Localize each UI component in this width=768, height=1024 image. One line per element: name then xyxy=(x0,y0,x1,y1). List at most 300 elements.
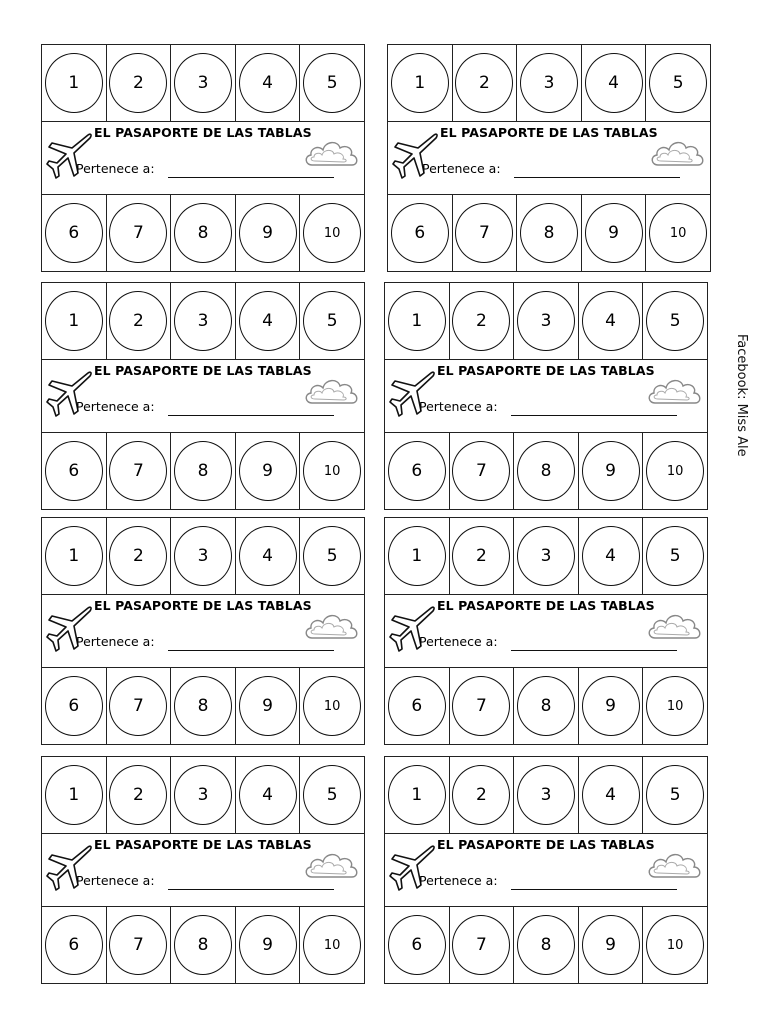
top-number-row xyxy=(385,518,707,595)
number-cell xyxy=(300,45,364,121)
number-label: 6 xyxy=(411,461,423,481)
number-label: 6 xyxy=(68,461,80,481)
number-label: 7 xyxy=(132,696,144,716)
number-circle xyxy=(452,526,510,586)
number-circle xyxy=(303,291,361,351)
number-cell xyxy=(42,195,107,271)
number-label: 4 xyxy=(605,311,616,331)
number-label: 5 xyxy=(669,311,681,331)
number-cell xyxy=(514,757,579,833)
number-circle xyxy=(174,676,232,736)
number-cell xyxy=(42,283,107,359)
passport-card xyxy=(384,756,708,984)
number-cell xyxy=(42,668,107,744)
number-cell xyxy=(579,283,644,359)
number-label: 6 xyxy=(68,223,80,243)
number-label: 10 xyxy=(323,225,341,241)
number-cell xyxy=(450,668,515,744)
number-cell xyxy=(42,45,107,121)
number-cell xyxy=(300,757,364,833)
number-label: 8 xyxy=(197,696,209,716)
number-cell xyxy=(42,907,107,983)
number-cell xyxy=(579,518,644,594)
number-label: 7 xyxy=(475,935,487,955)
number-circle xyxy=(303,441,361,501)
number-label: 6 xyxy=(411,696,423,716)
number-cell xyxy=(517,45,582,121)
number-circle xyxy=(582,765,640,825)
owner-label: Pertenece a: xyxy=(419,634,498,649)
number-circle xyxy=(455,53,513,113)
cloud-icon xyxy=(645,373,703,407)
number-label: 8 xyxy=(197,223,209,243)
number-cell xyxy=(582,45,647,121)
number-cell xyxy=(107,283,172,359)
owner-label: Pertenece a: xyxy=(76,634,155,649)
number-circle xyxy=(239,526,297,586)
number-label: 3 xyxy=(543,73,555,93)
cloud-icon xyxy=(302,373,360,407)
number-circle xyxy=(239,441,297,501)
owner-name-line xyxy=(168,415,334,416)
number-label: 4 xyxy=(262,785,273,805)
passport-card xyxy=(41,517,365,745)
number-label: 2 xyxy=(132,73,144,93)
number-circle xyxy=(646,915,704,975)
number-circle xyxy=(239,291,297,351)
number-circle xyxy=(174,203,232,263)
number-circle xyxy=(303,53,361,113)
cloud-icon xyxy=(302,135,360,169)
top-number-row xyxy=(388,45,710,122)
number-cell xyxy=(171,195,236,271)
number-label: 7 xyxy=(475,696,487,716)
number-circle xyxy=(582,676,640,736)
number-circle xyxy=(517,441,575,501)
number-label: 5 xyxy=(672,73,684,93)
number-label: 1 xyxy=(68,785,80,805)
number-circle xyxy=(303,526,361,586)
number-cell xyxy=(236,907,301,983)
number-circle xyxy=(45,765,103,825)
passport-header xyxy=(42,833,364,909)
number-cell xyxy=(517,195,582,271)
number-cell xyxy=(385,907,450,983)
number-cell xyxy=(300,518,364,594)
number-cell xyxy=(236,668,301,744)
number-circle xyxy=(45,915,103,975)
number-cell xyxy=(450,518,515,594)
number-cell xyxy=(171,518,236,594)
number-circle xyxy=(174,765,232,825)
number-circle xyxy=(646,291,704,351)
number-label: 7 xyxy=(475,461,487,481)
owner-label: Pertenece a: xyxy=(419,399,498,414)
number-circle xyxy=(517,676,575,736)
passport-title: EL PASAPORTE DE LAS TABLAS xyxy=(94,363,312,378)
number-cell xyxy=(450,907,515,983)
number-cell xyxy=(236,757,301,833)
number-label: 5 xyxy=(669,546,681,566)
number-circle xyxy=(452,676,510,736)
number-circle xyxy=(582,915,640,975)
number-circle xyxy=(303,676,361,736)
number-circle xyxy=(174,441,232,501)
number-circle xyxy=(649,53,707,113)
number-label: 9 xyxy=(262,696,273,716)
passport-card xyxy=(41,756,365,984)
owner-name-line xyxy=(511,889,677,890)
number-label: 3 xyxy=(197,311,209,331)
owner-name-line xyxy=(168,889,334,890)
passport-header xyxy=(385,833,707,909)
number-circle xyxy=(582,526,640,586)
number-cell xyxy=(107,668,172,744)
number-label: 3 xyxy=(540,785,552,805)
number-circle xyxy=(109,53,167,113)
cloud-icon xyxy=(648,135,706,169)
number-cell xyxy=(236,518,301,594)
number-cell xyxy=(236,45,301,121)
passport-title: EL PASAPORTE DE LAS TABLAS xyxy=(437,837,655,852)
number-cell xyxy=(579,668,644,744)
bottom-number-row xyxy=(388,194,710,271)
number-cell xyxy=(171,907,236,983)
number-label: 4 xyxy=(605,785,616,805)
owner-label: Pertenece a: xyxy=(76,873,155,888)
passport-header xyxy=(42,359,364,435)
number-circle xyxy=(452,915,510,975)
number-cell xyxy=(514,668,579,744)
number-circle xyxy=(109,676,167,736)
number-label: 9 xyxy=(262,461,273,481)
top-number-row xyxy=(42,45,364,122)
number-cell xyxy=(42,518,107,594)
number-circle xyxy=(520,203,578,263)
number-circle xyxy=(109,765,167,825)
number-label: 2 xyxy=(475,311,487,331)
number-cell xyxy=(450,757,515,833)
number-cell xyxy=(643,668,707,744)
number-cell xyxy=(514,433,579,509)
number-circle xyxy=(45,203,103,263)
number-label: 1 xyxy=(411,311,423,331)
cloud-icon xyxy=(645,847,703,881)
bottom-number-row xyxy=(42,906,364,983)
cloud-icon xyxy=(645,608,703,642)
number-cell xyxy=(107,518,172,594)
number-label: 1 xyxy=(414,73,426,93)
number-label: 1 xyxy=(68,546,80,566)
number-circle xyxy=(388,915,446,975)
number-cell xyxy=(107,45,172,121)
number-circle xyxy=(517,765,575,825)
number-cell xyxy=(300,433,364,509)
passport-title: EL PASAPORTE DE LAS TABLAS xyxy=(94,125,312,140)
number-circle xyxy=(517,526,575,586)
passport-header xyxy=(385,594,707,670)
number-label: 10 xyxy=(666,698,684,714)
number-label: 5 xyxy=(326,546,338,566)
number-circle xyxy=(174,526,232,586)
number-circle xyxy=(239,915,297,975)
number-label: 2 xyxy=(475,785,487,805)
number-circle xyxy=(585,203,643,263)
number-label: 6 xyxy=(68,935,80,955)
number-circle xyxy=(391,203,449,263)
number-cell xyxy=(514,907,579,983)
number-cell xyxy=(300,195,364,271)
bottom-number-row xyxy=(385,667,707,744)
number-circle xyxy=(646,441,704,501)
owner-label: Pertenece a: xyxy=(76,399,155,414)
number-label: 1 xyxy=(411,546,423,566)
top-number-row xyxy=(42,518,364,595)
number-circle xyxy=(646,676,704,736)
facebook-credit: Facebook: Miss Ale xyxy=(734,334,749,457)
number-label: 10 xyxy=(666,463,684,479)
number-label: 8 xyxy=(197,935,209,955)
number-circle xyxy=(174,291,232,351)
passport-title: EL PASAPORTE DE LAS TABLAS xyxy=(437,363,655,378)
number-cell xyxy=(453,45,518,121)
number-circle xyxy=(452,765,510,825)
top-number-row xyxy=(385,757,707,834)
number-label: 4 xyxy=(262,311,273,331)
number-label: 9 xyxy=(605,461,616,481)
number-label: 10 xyxy=(669,225,687,241)
bottom-number-row xyxy=(42,667,364,744)
passport-card xyxy=(384,282,708,510)
number-cell xyxy=(646,195,710,271)
number-circle xyxy=(517,915,575,975)
number-label: 2 xyxy=(132,546,144,566)
number-label: 4 xyxy=(605,546,616,566)
number-cell xyxy=(236,283,301,359)
number-circle xyxy=(388,526,446,586)
number-circle xyxy=(585,53,643,113)
passport-header xyxy=(42,121,364,197)
number-cell xyxy=(385,757,450,833)
number-cell xyxy=(514,283,579,359)
number-circle xyxy=(517,291,575,351)
number-label: 10 xyxy=(323,698,341,714)
number-label: 3 xyxy=(197,785,209,805)
passport-card xyxy=(387,44,711,272)
number-label: 8 xyxy=(197,461,209,481)
number-cell xyxy=(300,283,364,359)
top-number-row xyxy=(42,283,364,360)
top-number-row xyxy=(385,283,707,360)
number-label: 9 xyxy=(608,223,619,243)
number-cell xyxy=(582,195,647,271)
number-circle xyxy=(303,915,361,975)
number-label: 5 xyxy=(669,785,681,805)
passport-card xyxy=(41,282,365,510)
number-circle xyxy=(174,53,232,113)
owner-label: Pertenece a: xyxy=(419,873,498,888)
number-cell xyxy=(450,283,515,359)
number-label: 6 xyxy=(411,935,423,955)
number-cell xyxy=(236,195,301,271)
number-circle xyxy=(646,765,704,825)
number-cell xyxy=(385,668,450,744)
number-circle xyxy=(109,203,167,263)
owner-label: Pertenece a: xyxy=(76,161,155,176)
number-circle xyxy=(109,915,167,975)
number-label: 9 xyxy=(262,223,273,243)
number-label: 8 xyxy=(540,935,552,955)
owner-name-line xyxy=(511,650,677,651)
number-label: 1 xyxy=(68,311,80,331)
number-circle xyxy=(455,203,513,263)
number-label: 9 xyxy=(605,935,616,955)
number-circle xyxy=(239,765,297,825)
number-label: 4 xyxy=(262,546,273,566)
number-label: 3 xyxy=(197,546,209,566)
number-label: 10 xyxy=(323,937,341,953)
number-cell xyxy=(579,757,644,833)
number-cell xyxy=(300,668,364,744)
number-circle xyxy=(388,291,446,351)
number-circle xyxy=(109,291,167,351)
bottom-number-row xyxy=(42,432,364,509)
owner-label: Pertenece a: xyxy=(422,161,501,176)
number-cell xyxy=(385,518,450,594)
number-cell xyxy=(107,195,172,271)
number-label: 4 xyxy=(608,73,619,93)
number-label: 9 xyxy=(605,696,616,716)
number-circle xyxy=(45,291,103,351)
number-circle xyxy=(646,526,704,586)
number-cell xyxy=(107,907,172,983)
number-cell xyxy=(42,433,107,509)
number-circle xyxy=(582,441,640,501)
passport-card xyxy=(41,44,365,272)
number-label: 7 xyxy=(132,223,144,243)
number-circle xyxy=(582,291,640,351)
passport-title: EL PASAPORTE DE LAS TABLAS xyxy=(440,125,658,140)
number-label: 9 xyxy=(262,935,273,955)
number-circle xyxy=(391,53,449,113)
number-cell xyxy=(171,45,236,121)
number-cell xyxy=(107,757,172,833)
passport-card xyxy=(384,517,708,745)
bottom-number-row xyxy=(42,194,364,271)
number-cell xyxy=(300,907,364,983)
number-circle xyxy=(45,526,103,586)
number-cell xyxy=(643,757,707,833)
number-circle xyxy=(109,441,167,501)
number-cell xyxy=(107,433,172,509)
number-label: 3 xyxy=(540,546,552,566)
number-cell xyxy=(388,45,453,121)
number-circle xyxy=(174,915,232,975)
number-label: 8 xyxy=(540,696,552,716)
number-cell xyxy=(453,195,518,271)
owner-name-line xyxy=(511,415,677,416)
owner-name-line xyxy=(168,177,334,178)
number-circle xyxy=(45,441,103,501)
number-cell xyxy=(579,907,644,983)
number-circle xyxy=(239,676,297,736)
number-label: 10 xyxy=(323,463,341,479)
number-label: 8 xyxy=(543,223,555,243)
owner-name-line xyxy=(168,650,334,651)
passport-header xyxy=(42,594,364,670)
number-cell xyxy=(643,907,707,983)
number-cell xyxy=(646,45,710,121)
number-cell xyxy=(171,668,236,744)
number-circle xyxy=(109,526,167,586)
number-label: 7 xyxy=(132,935,144,955)
number-label: 5 xyxy=(326,785,338,805)
number-circle xyxy=(45,53,103,113)
number-circle xyxy=(452,441,510,501)
passport-header xyxy=(385,359,707,435)
number-circle xyxy=(239,53,297,113)
number-circle xyxy=(388,441,446,501)
number-cell xyxy=(385,283,450,359)
owner-name-line xyxy=(514,177,680,178)
top-number-row xyxy=(42,757,364,834)
number-cell xyxy=(385,433,450,509)
number-circle xyxy=(520,53,578,113)
number-label: 5 xyxy=(326,311,338,331)
number-circle xyxy=(452,291,510,351)
number-circle xyxy=(45,676,103,736)
number-label: 5 xyxy=(326,73,338,93)
number-cell xyxy=(514,518,579,594)
number-cell xyxy=(171,433,236,509)
bottom-number-row xyxy=(385,432,707,509)
number-label: 1 xyxy=(411,785,423,805)
number-label: 2 xyxy=(132,311,144,331)
passport-header xyxy=(388,121,710,197)
number-cell xyxy=(643,518,707,594)
number-cell xyxy=(450,433,515,509)
number-label: 7 xyxy=(132,461,144,481)
number-circle xyxy=(388,765,446,825)
number-label: 7 xyxy=(478,223,490,243)
number-cell xyxy=(643,433,707,509)
number-circle xyxy=(388,676,446,736)
passport-title: EL PASAPORTE DE LAS TABLAS xyxy=(94,837,312,852)
number-label: 3 xyxy=(197,73,209,93)
number-label: 10 xyxy=(666,937,684,953)
passport-title: EL PASAPORTE DE LAS TABLAS xyxy=(94,598,312,613)
number-cell xyxy=(388,195,453,271)
number-cell xyxy=(579,433,644,509)
number-cell xyxy=(171,283,236,359)
number-circle xyxy=(303,203,361,263)
number-label: 6 xyxy=(414,223,426,243)
number-label: 6 xyxy=(68,696,80,716)
number-cell xyxy=(643,283,707,359)
number-label: 2 xyxy=(478,73,490,93)
cloud-icon xyxy=(302,608,360,642)
number-cell xyxy=(171,757,236,833)
number-circle xyxy=(303,765,361,825)
cloud-icon xyxy=(302,847,360,881)
number-label: 4 xyxy=(262,73,273,93)
bottom-number-row xyxy=(385,906,707,983)
number-cell xyxy=(42,757,107,833)
number-label: 2 xyxy=(475,546,487,566)
number-circle xyxy=(239,203,297,263)
number-label: 8 xyxy=(540,461,552,481)
number-label: 1 xyxy=(68,73,80,93)
